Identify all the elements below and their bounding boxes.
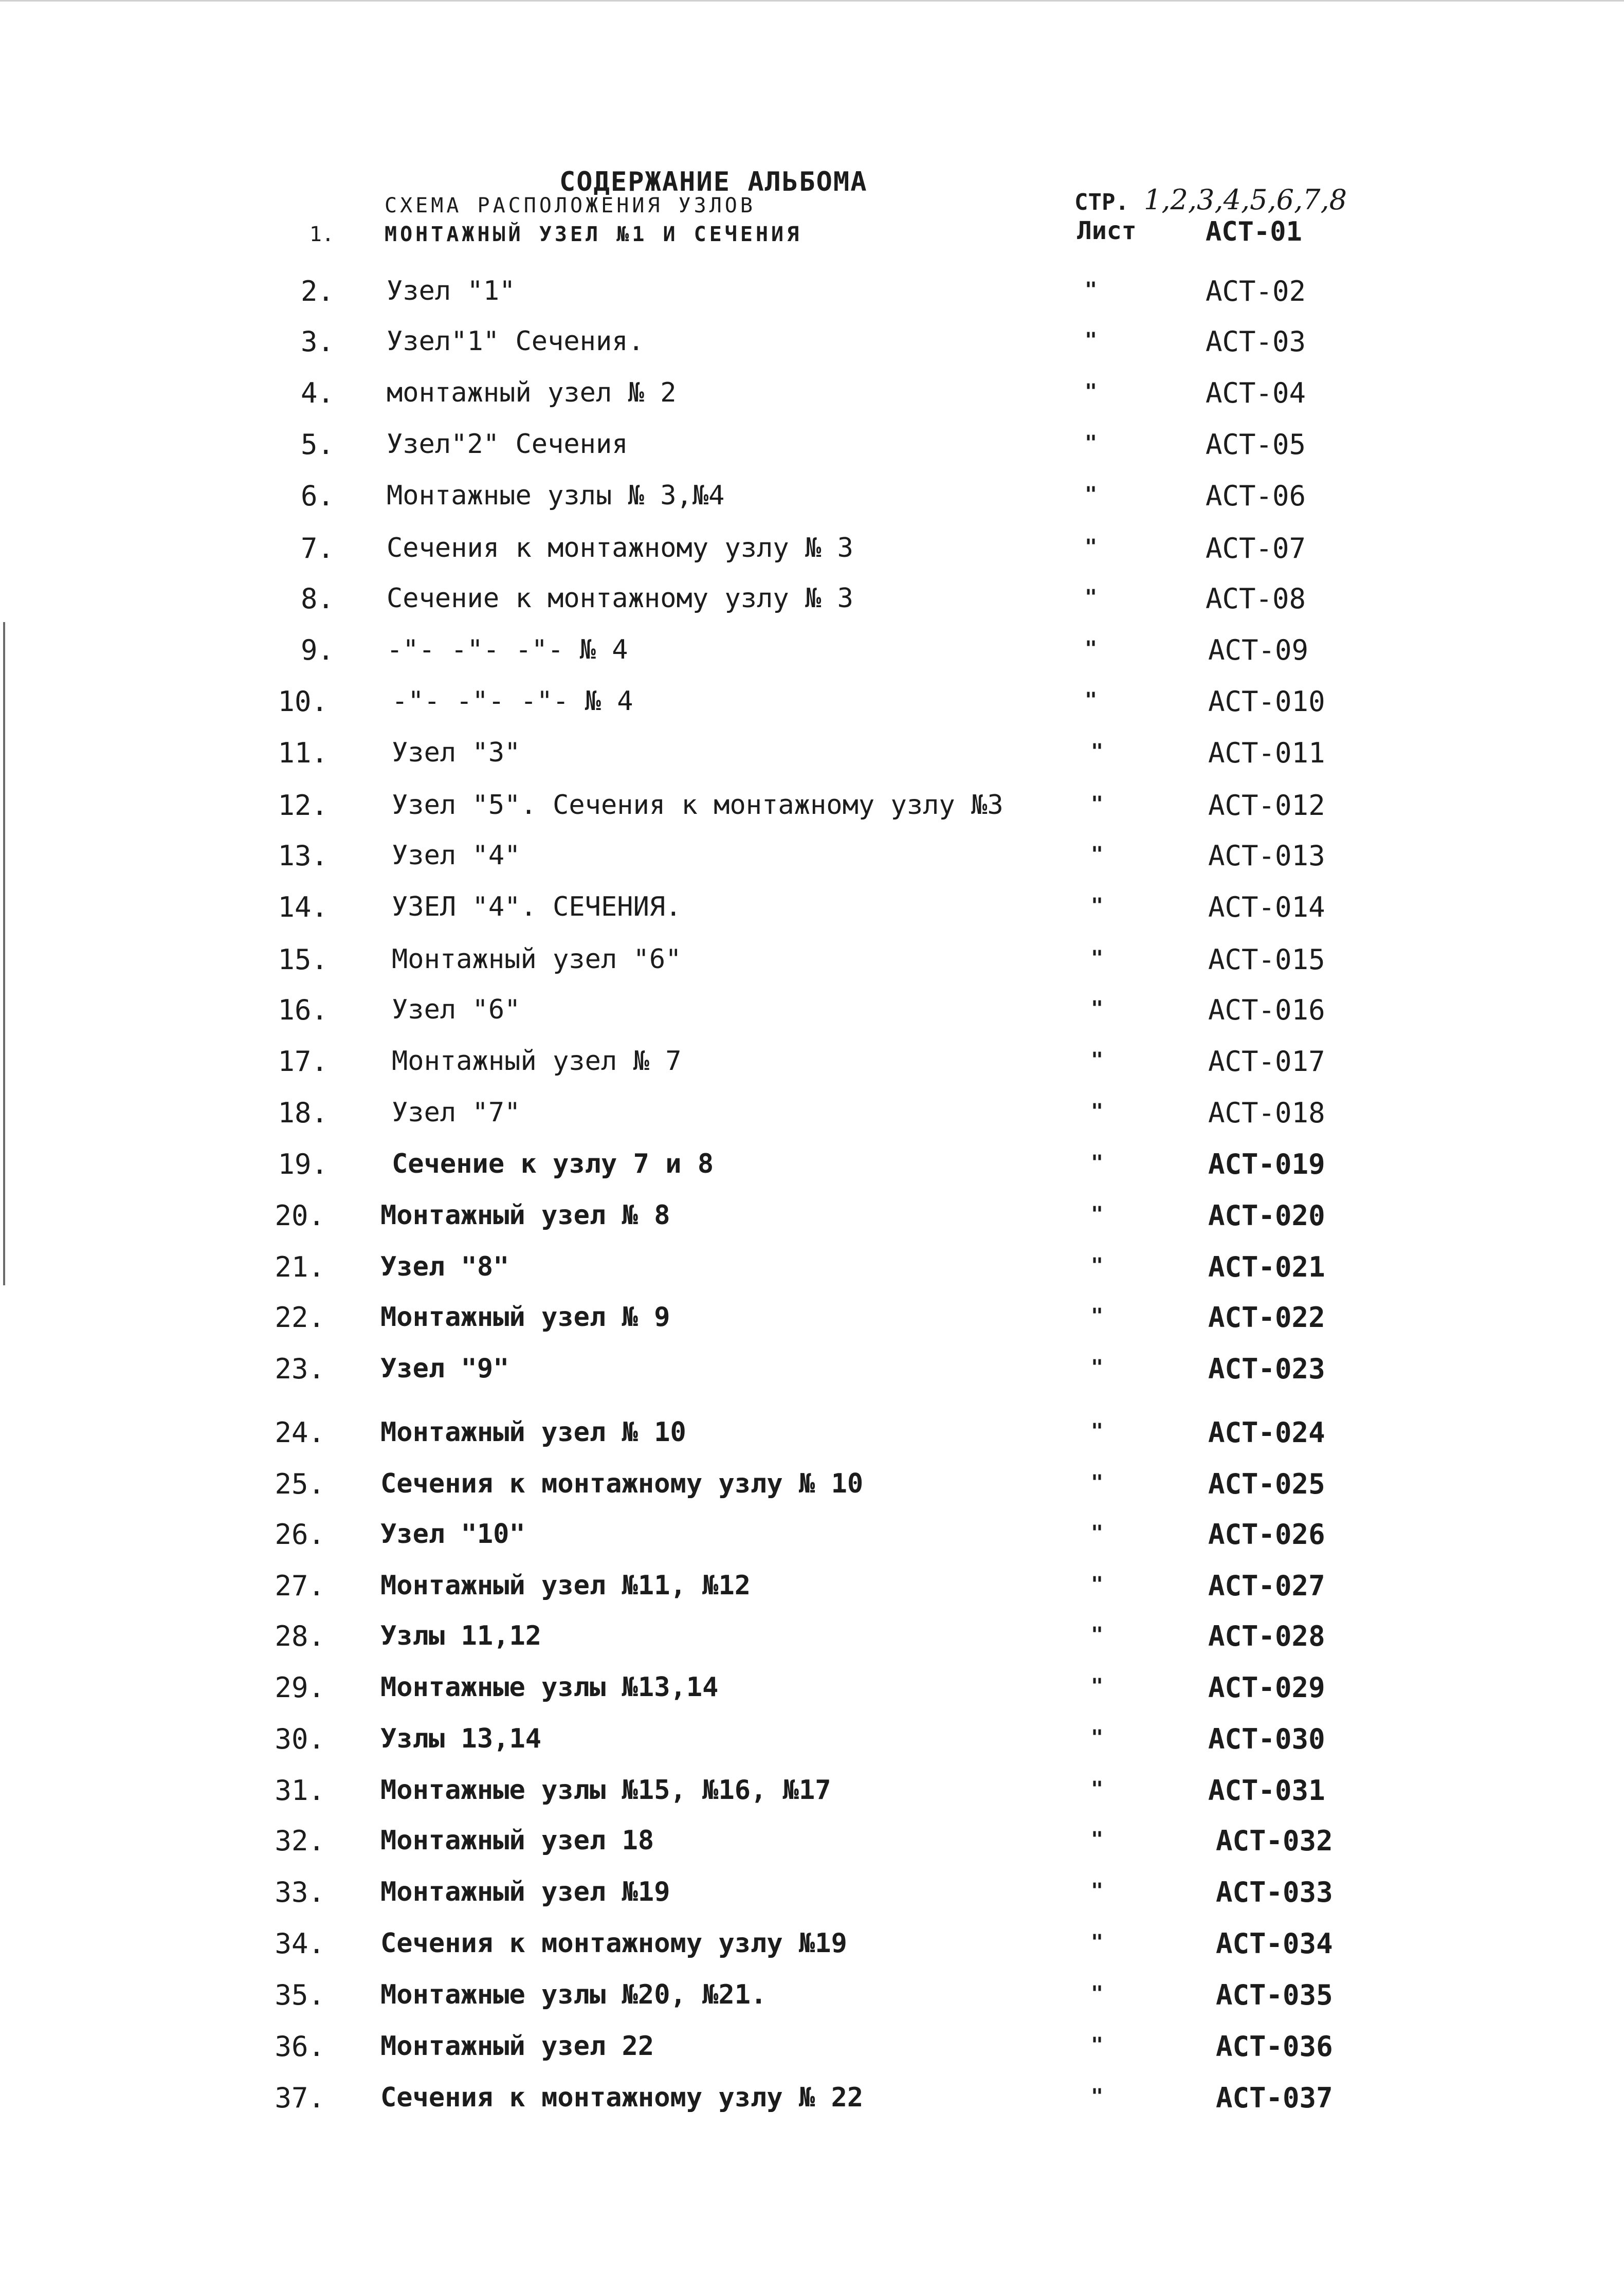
sheet-code: АСТ-015 bbox=[1208, 943, 1325, 976]
item-title: Узел "6" bbox=[392, 994, 521, 1025]
item-title: Сечения к монтажному узлу № 3 bbox=[387, 533, 853, 563]
item-number: 18. bbox=[278, 1097, 328, 1129]
ditto-mark: " bbox=[1090, 843, 1104, 866]
ditto-mark: " bbox=[1090, 1777, 1104, 1801]
sheet-code: АСТ-012 bbox=[1208, 789, 1325, 822]
item-number: 29. bbox=[275, 1671, 325, 1704]
sheet-code: АСТ-031 bbox=[1208, 1774, 1325, 1807]
sheet-code: АСТ-018 bbox=[1208, 1097, 1325, 1129]
sheet-code: АСТ-034 bbox=[1216, 1927, 1333, 1960]
item-number: 36. bbox=[275, 2030, 325, 2063]
item-title: Монтажные узлы №20, №21. bbox=[380, 1979, 767, 2010]
ditto-mark: " bbox=[1090, 1151, 1104, 1175]
sheet-code: АСТ-028 bbox=[1208, 1620, 1325, 1652]
item-title: Монтажный узел №11, №12 bbox=[380, 1570, 751, 1601]
sheet-code: АСТ-06 bbox=[1206, 480, 1306, 512]
sheet-code: АСТ-025 bbox=[1208, 1468, 1325, 1500]
ditto-mark: " bbox=[1090, 740, 1104, 763]
sheet-code: АСТ-020 bbox=[1208, 1199, 1325, 1232]
item-number: 30. bbox=[275, 1723, 325, 1755]
scan-edge-left bbox=[3, 622, 5, 1285]
sheet-code: АСТ-05 bbox=[1206, 428, 1306, 461]
sheet-code: АСТ-08 bbox=[1206, 583, 1306, 615]
ditto-mark: " bbox=[1090, 1931, 1104, 1954]
item-title: Монтажный узел № 9 bbox=[380, 1302, 670, 1333]
sheet-code: АСТ-017 bbox=[1208, 1045, 1325, 1078]
item-title: Монтажный узел № 8 bbox=[380, 1200, 670, 1231]
item-title: Узел "9" bbox=[380, 1353, 509, 1384]
item-number: 16. bbox=[278, 994, 328, 1026]
item-title: Узел "7" bbox=[392, 1097, 521, 1128]
ditto-mark: " bbox=[1084, 329, 1098, 352]
item-title: Узел "8" bbox=[380, 1251, 509, 1282]
item-number: 8. bbox=[300, 583, 334, 615]
ditto-mark: " bbox=[1090, 1521, 1104, 1545]
item-number: 33. bbox=[275, 1876, 325, 1908]
pages-values: 1,2,3,4,5,6,7,8 bbox=[1144, 184, 1347, 216]
item-number: 10. bbox=[278, 685, 328, 718]
item-title: Узел "4" bbox=[392, 840, 521, 871]
item-number: 19. bbox=[278, 1148, 328, 1180]
item-number: 6. bbox=[300, 480, 334, 512]
ditto-mark: " bbox=[1084, 380, 1098, 404]
sheet-code: АСТ-027 bbox=[1208, 1570, 1325, 1602]
ditto-mark: " bbox=[1084, 431, 1098, 455]
pages-label: СТР. bbox=[1074, 189, 1129, 215]
item-title: -"- -"- -"- № 4 bbox=[392, 686, 633, 717]
item-title: Монтажные узлы № 3,№4 bbox=[387, 480, 725, 511]
item-title: Сечения к монтажному узлу № 22 bbox=[380, 2082, 864, 2113]
item-number: 28. bbox=[275, 1620, 325, 1652]
ditto-mark: " bbox=[1090, 894, 1104, 918]
item-number: 27. bbox=[275, 1570, 325, 1602]
item-number: 20. bbox=[275, 1199, 325, 1232]
item-number: 14. bbox=[278, 891, 328, 923]
sheet-code: АСТ-024 bbox=[1208, 1416, 1325, 1449]
ditto-mark: " bbox=[1084, 278, 1098, 302]
ditto-mark: " bbox=[1090, 1879, 1104, 1903]
ditto-mark: " bbox=[1090, 2033, 1104, 2057]
item-number: 13. bbox=[278, 840, 328, 872]
item-number: 12. bbox=[278, 789, 328, 822]
item-title: Монтажный узел № 7 bbox=[392, 1046, 682, 1077]
sheet-code: АСТ-021 bbox=[1208, 1251, 1325, 1283]
scheme-sheet-code: АСТ-01 bbox=[1206, 216, 1302, 247]
sheet-code: АСТ-019 bbox=[1208, 1148, 1325, 1180]
sheet-code: АСТ-029 bbox=[1208, 1671, 1325, 1704]
item-number: 2. bbox=[300, 275, 334, 307]
sheet-code: АСТ-030 bbox=[1208, 1723, 1325, 1755]
item-number: 26. bbox=[275, 1518, 325, 1551]
sheet-code: АСТ-011 bbox=[1208, 737, 1325, 769]
sheet-code: АСТ-016 bbox=[1208, 994, 1325, 1026]
item-title: Монтажные узлы №15, №16, №17 bbox=[380, 1775, 831, 1806]
ditto-mark: " bbox=[1090, 1048, 1104, 1072]
item-number: 4. bbox=[300, 377, 334, 409]
item-title: МОНТАЖНЫЙ УЗЕЛ №1 И СЕЧЕНИЯ bbox=[385, 223, 802, 246]
ditto-mark: " bbox=[1090, 1726, 1104, 1750]
item-title: Узел"2" Сечения bbox=[387, 429, 628, 460]
scan-edge-top bbox=[0, 0, 1624, 2]
item-number: 9. bbox=[300, 634, 334, 666]
item-title: Узлы 11,12 bbox=[380, 1621, 542, 1651]
item-title: Узел "3" bbox=[392, 737, 521, 768]
ditto-mark: " bbox=[1090, 1675, 1104, 1698]
item-number: 7. bbox=[300, 532, 334, 565]
sheet-code: АСТ-022 bbox=[1208, 1301, 1325, 1334]
item-number: 17. bbox=[278, 1045, 328, 1078]
ditto-mark: " bbox=[1090, 997, 1104, 1021]
ditto-mark: " bbox=[1090, 1254, 1104, 1278]
ditto-mark: " bbox=[1090, 1573, 1104, 1596]
sheet-code: АСТ-033 bbox=[1216, 1876, 1333, 1908]
item-title: Монтажный узел 22 bbox=[380, 2031, 654, 2062]
item-title: Сечения к монтажному узлу №19 bbox=[380, 1928, 847, 1959]
sheet-column-label: Лист bbox=[1077, 216, 1137, 245]
item-number: 32. bbox=[275, 1825, 325, 1857]
ditto-mark: " bbox=[1090, 947, 1104, 970]
item-number: 5. bbox=[300, 428, 334, 461]
sheet-code: АСТ-035 bbox=[1216, 1979, 1333, 2011]
scheme-heading: СХЕМА РАСПОЛОЖЕНИЯ УЗЛОВ bbox=[385, 194, 756, 217]
ditto-mark: " bbox=[1090, 1356, 1104, 1379]
item-number: 24. bbox=[275, 1416, 325, 1449]
sheet-code: АСТ-023 bbox=[1208, 1353, 1325, 1385]
ditto-mark: " bbox=[1090, 2085, 1104, 2108]
item-number: 3. bbox=[300, 325, 334, 358]
item-number: 11. bbox=[278, 737, 328, 769]
item-title: Монтажный узел 18 bbox=[380, 1825, 654, 1856]
sheet-code: АСТ-04 bbox=[1206, 377, 1306, 409]
item-number: 22. bbox=[275, 1301, 325, 1334]
item-title: Сечения к монтажному узлу № 10 bbox=[380, 1468, 864, 1499]
ditto-mark: " bbox=[1090, 1828, 1104, 1851]
item-title: Сечение к узлу 7 и 8 bbox=[392, 1149, 714, 1179]
item-number: 15. bbox=[278, 943, 328, 976]
item-title: Монтажный узел № 10 bbox=[380, 1417, 686, 1448]
sheet-code: АСТ-02 bbox=[1206, 275, 1306, 307]
item-title: Монтажный узел №19 bbox=[380, 1877, 670, 1907]
ditto-mark: " bbox=[1090, 792, 1104, 816]
item-number: 23. bbox=[275, 1353, 325, 1385]
ditto-mark: " bbox=[1090, 1203, 1104, 1226]
item-title: Узел "1" bbox=[387, 276, 516, 306]
sheet-code: АСТ-03 bbox=[1206, 325, 1306, 358]
sheet-code: АСТ-026 bbox=[1208, 1518, 1325, 1551]
item-title: монтажный узел № 2 bbox=[387, 377, 677, 408]
ditto-mark: " bbox=[1084, 483, 1098, 506]
sheet-code: АСТ-037 bbox=[1216, 2082, 1333, 2114]
page-title: СОДЕРЖАНИЕ АЛЬБОМА bbox=[559, 167, 868, 197]
sheet-code: АСТ-013 bbox=[1208, 840, 1325, 872]
item-number: 35. bbox=[275, 1979, 325, 2011]
ditto-mark: " bbox=[1084, 688, 1098, 712]
ditto-mark: " bbox=[1084, 535, 1098, 559]
item-title: Узел "10" bbox=[380, 1519, 525, 1550]
ditto-mark: " bbox=[1090, 1623, 1104, 1647]
item-number: 25. bbox=[275, 1468, 325, 1500]
item-title: Узел"1" Сечения. bbox=[387, 326, 644, 357]
item-number: 31. bbox=[275, 1774, 325, 1807]
item-number: 37. bbox=[275, 2082, 325, 2114]
sheet-code: АСТ-09 bbox=[1208, 634, 1309, 666]
ditto-mark: " bbox=[1090, 1304, 1104, 1328]
ditto-mark: " bbox=[1090, 1471, 1104, 1495]
ditto-mark: " bbox=[1084, 586, 1098, 609]
ditto-mark: " bbox=[1090, 1100, 1104, 1123]
item-title: Узлы 13,14 bbox=[380, 1723, 542, 1754]
sheet-code: АСТ-036 bbox=[1216, 2030, 1333, 2063]
item-number: 34. bbox=[275, 1927, 325, 1960]
ditto-mark: " bbox=[1084, 637, 1098, 661]
sheet-code: АСТ-014 bbox=[1208, 891, 1325, 923]
item-title: Сечение к монтажному узлу № 3 bbox=[387, 583, 853, 614]
item-title: Узел "5". Сечения к монтажному узлу №3 bbox=[392, 790, 1003, 821]
item-title: Монтажные узлы №13,14 bbox=[380, 1672, 719, 1703]
item-number: 1. bbox=[309, 223, 334, 246]
sheet-code: АСТ-010 bbox=[1208, 685, 1325, 718]
item-number: 21. bbox=[275, 1251, 325, 1283]
ditto-mark: " bbox=[1090, 1982, 1104, 2006]
ditto-mark: " bbox=[1090, 1419, 1104, 1443]
item-title: -"- -"- -"- № 4 bbox=[387, 634, 628, 665]
sheet-code: АСТ-07 bbox=[1206, 532, 1306, 565]
sheet-code: АСТ-032 bbox=[1216, 1825, 1333, 1857]
item-title: УЗЕЛ "4". СЕЧЕНИЯ. bbox=[392, 891, 682, 922]
item-title: Монтажный узел "6" bbox=[392, 944, 682, 975]
